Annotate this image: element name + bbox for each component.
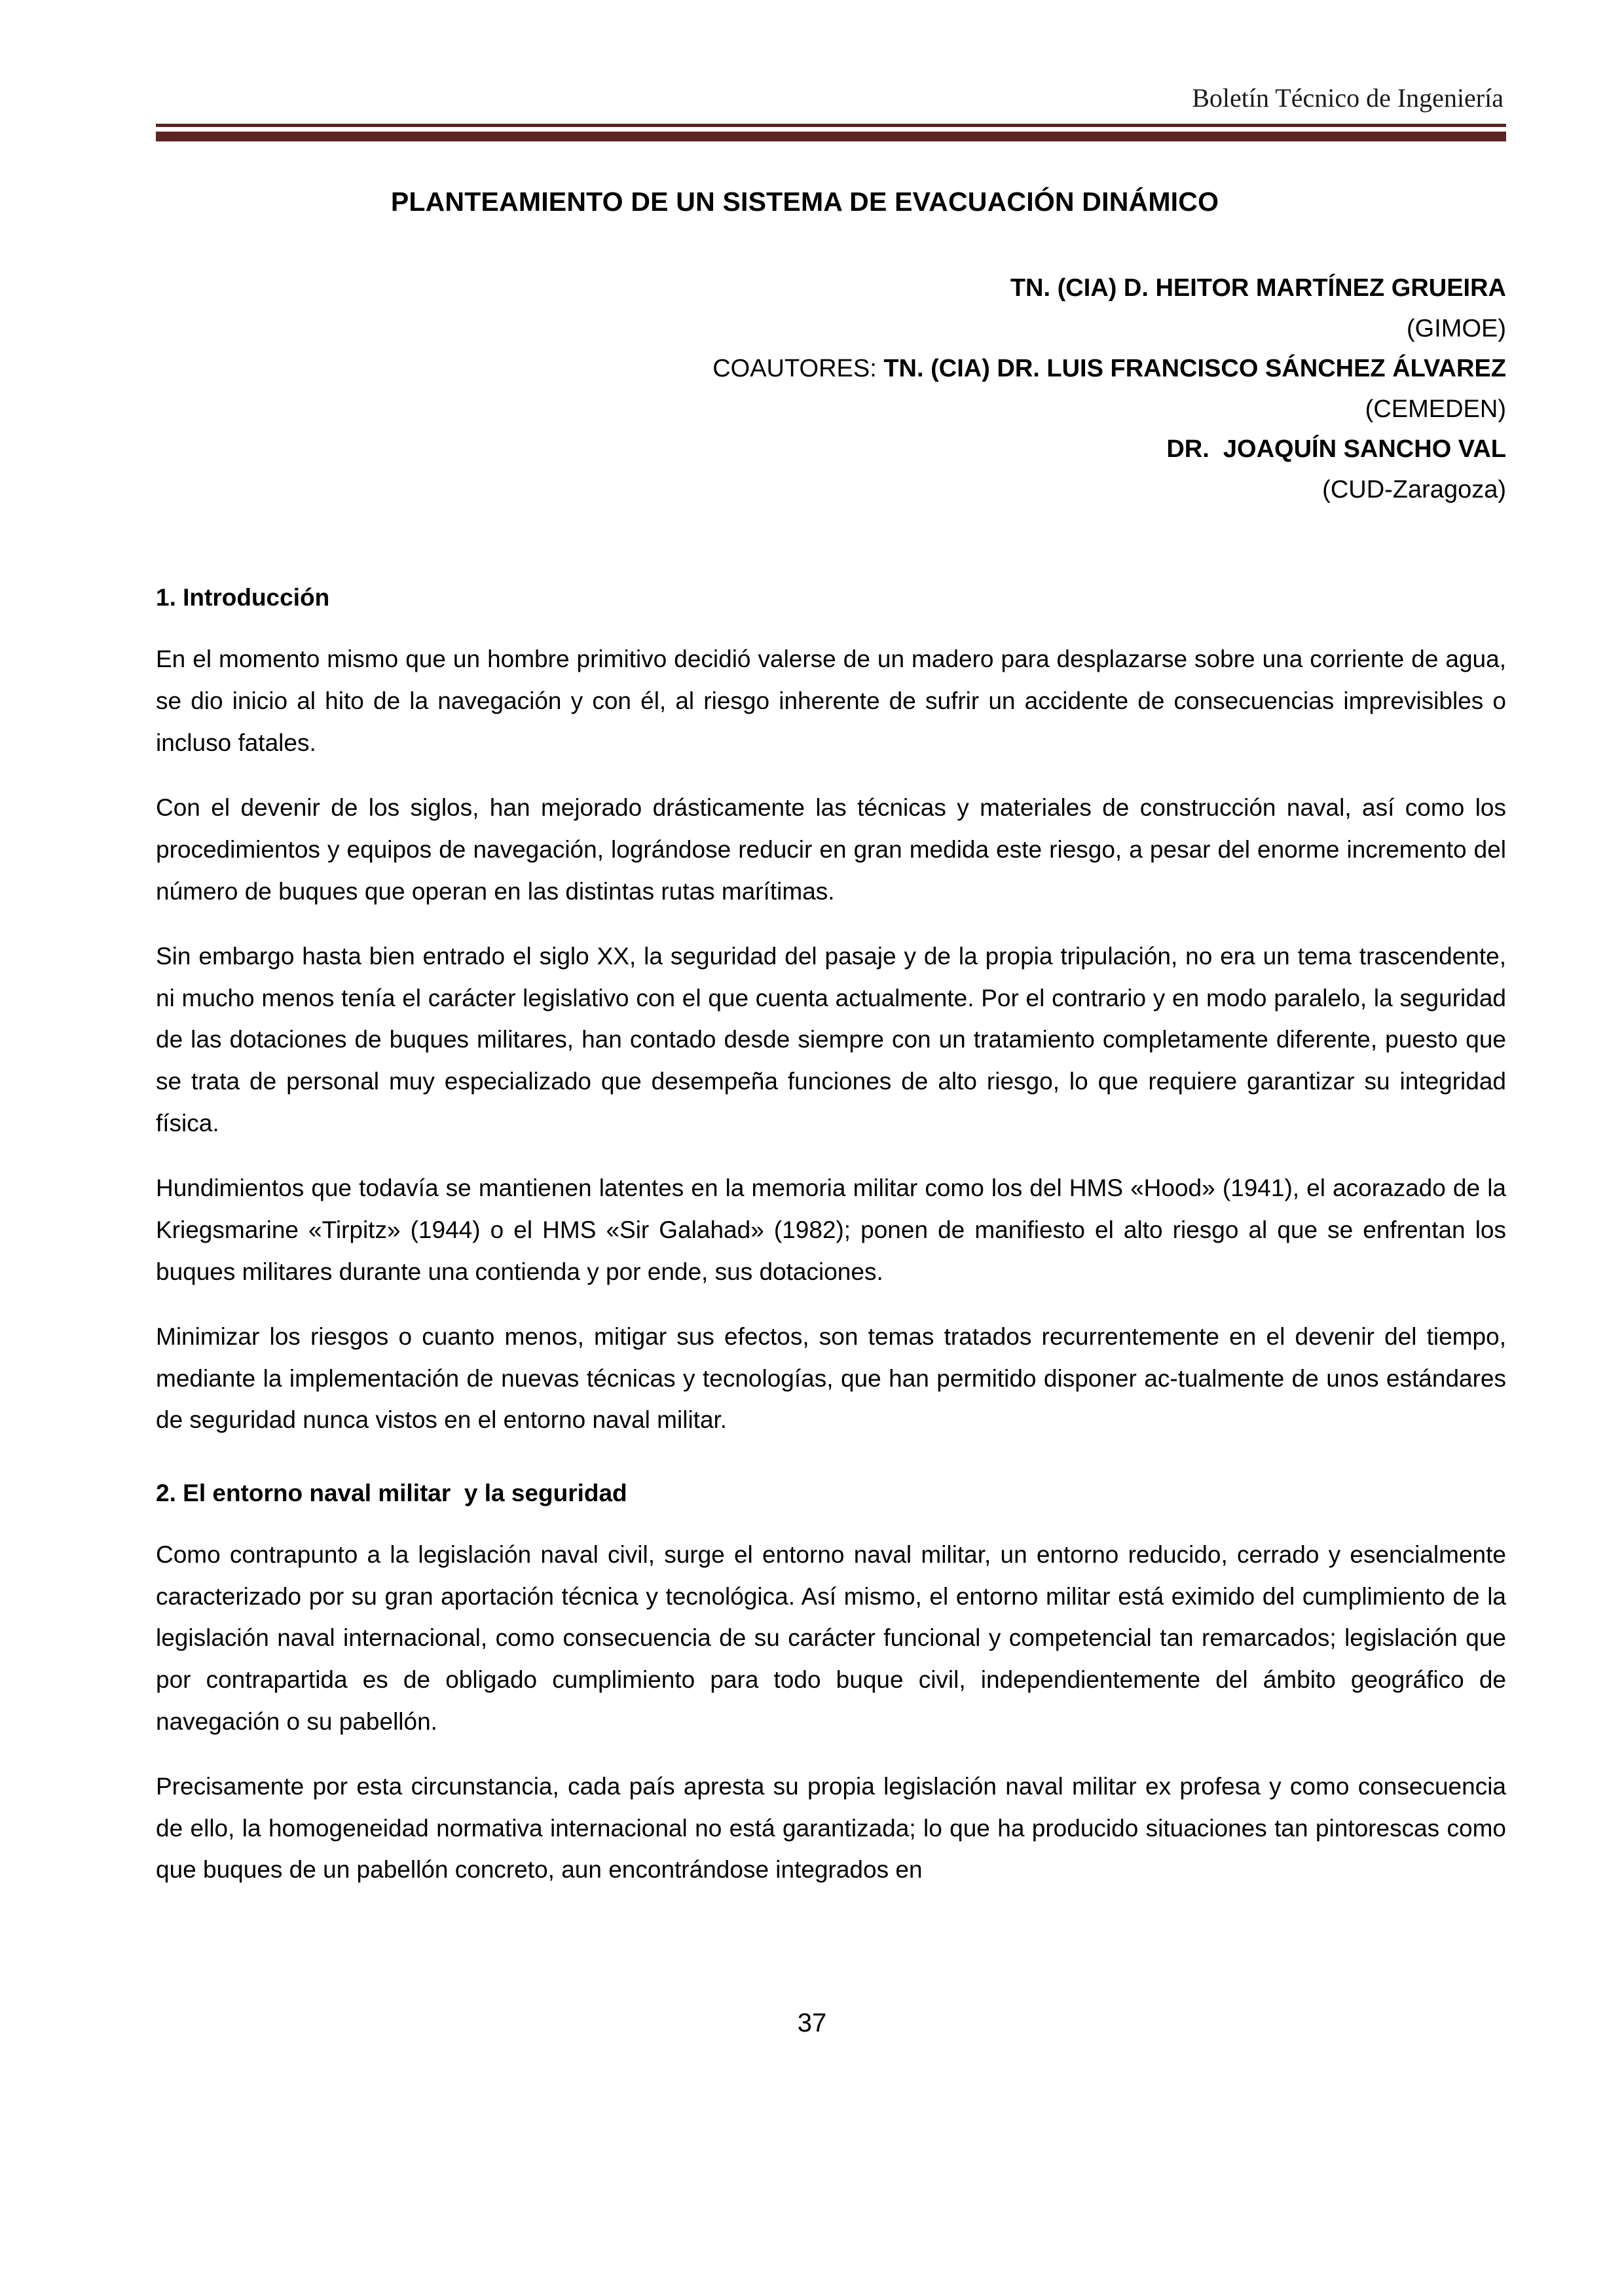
coauthor-2-affiliation: (CUD-Zaragoza) (1322, 475, 1506, 503)
main-author: TN. (CIA) D. HEITOR MARTÍNEZ GRUEIRA (1010, 274, 1506, 302)
header-rule-gap (156, 127, 1506, 132)
coauthor-1-name: TN. (CIA) DR. LUIS FRANCISCO SÁNCHEZ ÁLVAREZ (883, 355, 1506, 383)
coauthors-label: COAUTORES: (712, 355, 884, 383)
coauthor-2-name: DR. JOAQUÍN SANCHO VAL (1166, 435, 1506, 464)
paragraph: Hundimientos que todavía se mantienen latentes en la memoria militar como los del HMS «Hood» (1941), el acorazado de la Kriegsmarine «Tirpitz» (1944) o el HMS «Sir Galahad» (1982); ponen de manifiesto el alto riesgo al que se enfrentan los buques militares durante una contienda y por ende, sus dotaciones. (156, 1175, 1506, 1285)
paragraph: Con el devenir de los siglos, han mejorado drásticamente las técnicas y materiales de construcción naval, así como los procedimientos y equipos de navegación, lográndose reducir en gran medida este riesgo, a pesar del enorme incremento del número de buques que operan en las distintas rutas marítimas. (156, 794, 1506, 905)
paragraph: Minimizar los riesgos o cuanto menos, mitigar sus efectos, son temas tratados recurrentemente en el devenir del tiempo, mediante la implementación de nuevas técnicas y tecnologías, que han permitido disponer ac-tualmente de unos estándares de seguridad nunca vistos en el entorno naval militar. (156, 1323, 1506, 1434)
paragraph: En el momento mismo que un hombre primitivo decidió valerse de un madero para desplazarse sobre una corriente de agua, se dio inicio al hito de la navegación y con él, al riesgo inherente de sufrir un accidente de consecuencias imprevisibles o incluso fatales. (156, 646, 1506, 756)
coauthor-1-line (156, 349, 1506, 390)
paragraph: Sin embargo hasta bien entrado el siglo XX, la seguridad del pasaje y de la propia tripulación, no era un tema trascendente, ni mucho menos tenía el carácter legislativo con el que cuenta actualmente. Por el contrario y en modo paralelo, la seguridad de las dotaciones de buques militares, han contado desde siempre con un tratamiento completamente diferente, puesto que se trata de personal muy especializado que desempeña funciones de alto riesgo, lo que requiere garantizar su integridad física. (156, 943, 1506, 1137)
paragraph: Precisamente por esta circunstancia, cada país apresta su propia legislación naval militar ex profesa y como consecuencia de ello, la homogeneidad normativa internacional no está garantizada; lo que ha producido situaciones tan pintorescas como que buques de un pabellón concreto, aun encontrándose integrados en (156, 1773, 1506, 1884)
page-number: 37 (797, 2009, 827, 2037)
article-title: PLANTEAMIENTO DE UN SISTEMA DE EVACUACIÓN DINÁMICO (390, 187, 1219, 217)
coauthor-1-affiliation: (CEMEDEN) (1365, 395, 1506, 423)
header-rule-thick (156, 132, 1506, 141)
author-block (156, 268, 1506, 510)
paragraph: Como contrapunto a la legislación naval civil, surge el entorno naval militar, un entorno reducido, cerrado y esencialmente caracterizado por su gran aportación técnica y tecnológica. Así mismo, el entorno militar está eximido del cumplimiento de la legislación naval internacional, como consecuencia de su carácter funcional y competencial tan remarcados; legislación que por contrapartida es de obligado cumplimiento para todo buque civil, independientemente del ámbito geográfico de navegación o su pabellón. (156, 1541, 1506, 1735)
section-heading-2: 2. El entorno naval militar y la seguridad (156, 1480, 627, 1506)
running-header (156, 84, 1506, 141)
section-heading-1: 1. Introducción (156, 584, 330, 611)
header-rule-group (156, 124, 1506, 141)
running-header-title: Boletín Técnico de Ingeniería (1192, 83, 1504, 113)
main-author-affiliation: (GIMOE) (1407, 314, 1506, 342)
document-content (156, 187, 1506, 1891)
